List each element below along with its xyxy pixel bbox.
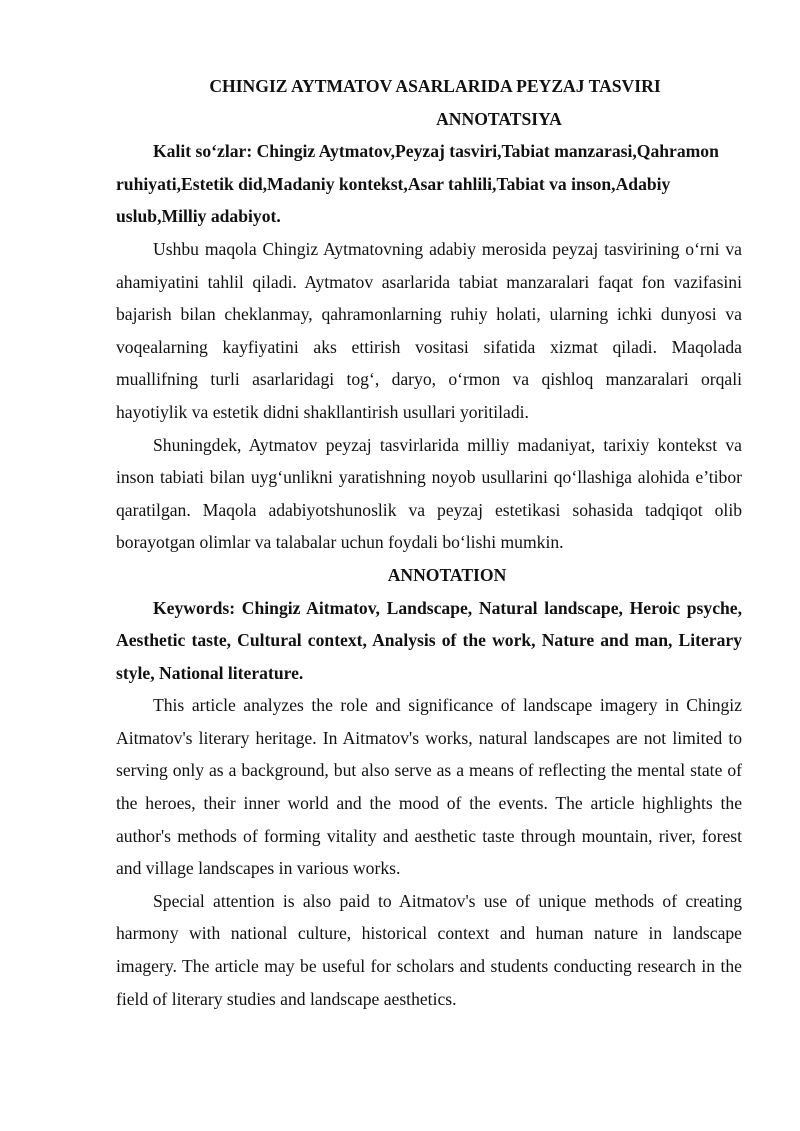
document-page (116, 70, 742, 1015)
annotation-uz-heading: ANNOTATSIYA (436, 108, 562, 129)
paragraph-uz-1: Ushbu maqola Chingiz Aytmatovning adabiy merosida peyzaj tasvirining o‘rni va ahamiyatini tahlil qiladi. Aytmatov asarlarida tabiat manzaralari faqat fon vazifasini bajarish bilan cheklanmay, qahramonlarning ruhiy holati, ularning ichki dunyosi va voqealarning kayfiyatini aks ettirish vositasi sifatida xizmat qiladi. Maqolada muallifning turli asarlaridagi tog‘, daryo, o‘rmon va qishloq manzaralari orqali hayotiylik va estetik didni shakllantirish usullari yoritiladi. (116, 238, 742, 422)
title-block (116, 70, 742, 135)
paragraph-en-2: Special attention is also paid to Aitmatov's use of unique methods of creating harmony with national culture, historical context and human nature in landscape imagery. The article may be useful for scholars and students conducting research in the field of literary studies and landscape aesthetics. (116, 890, 742, 1009)
paragraph-en-1: This article analyzes the role and significance of landscape imagery in Chingiz Aitmatov's literary heritage. In Aitmatov's works, natural landscapes are not limited to serving only as a background, but also serve as a means of reflecting the mental state of the heroes, their inner world and the mood of the events. The article highlights the author's methods of forming vitality and aesthetic taste through mountain, river, forest and village landscapes in various works. (116, 695, 742, 879)
article-title: CHINGIZ AYTMATOV ASARLARIDA PEYZAJ TASVIRI (209, 76, 661, 96)
paragraph-uz-2: Shuningdek, Aytmatov peyzaj tasvirlarida milliy madaniyat, tarixiy kontekst va inson tabiati bilan uyg‘unlikni yaratishning noyob usullarini qo‘llashiga alohida e’tibor qaratilgan. Maqola adabiyotshunoslik va peyzaj estetikasi sohasida tadqiqot olib borayotgan olimlar va talabalar uchun foydali bo‘lishi mumkin. (116, 434, 742, 553)
annotation-en-heading: ANNOTATION (387, 564, 507, 585)
keywords-uz: Kalit so‘zlar: Chingiz Aytmatov,Peyzaj tasviri,Tabiat manzarasi,Qahramon ruhiyati,Estetik did,Madaniy kontekst,Asar tahlili,Tabiat va inson,Adabiy uslub,Milliy adabiyot. (116, 141, 719, 227)
keywords-en: Keywords: Chingiz Aitmatov, Landscape, Natural landscape, Heroic psyche, Aesthetic taste, Cultural context, Analysis of the work, Nature and man, Literary style, National literature. (116, 597, 742, 683)
